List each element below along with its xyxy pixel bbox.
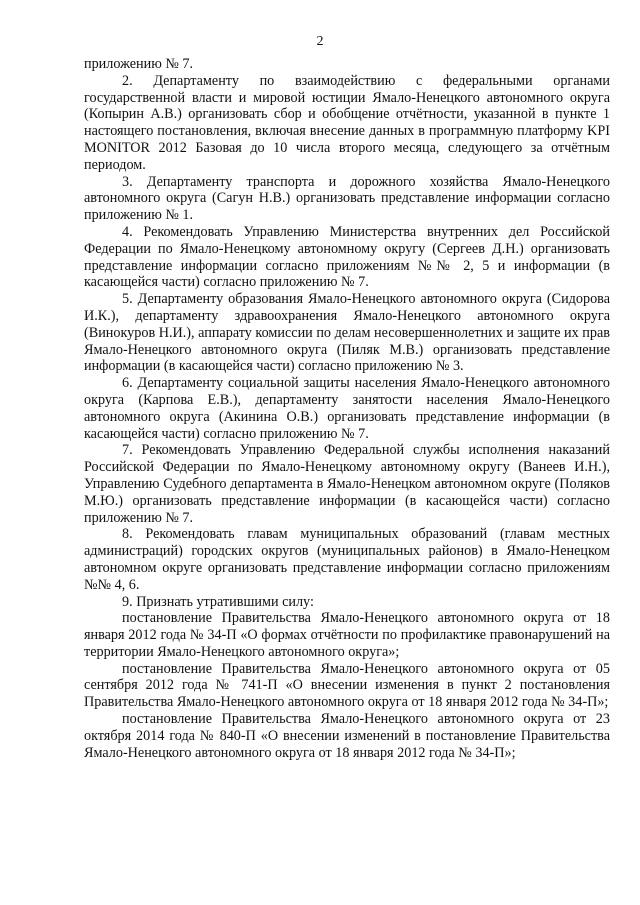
repealed-act-3: постановление Правительства Ямало-Ненецкого автономного округа от 23 октября 2014 года № 840-П «О внесении изменений в постановление Правительства Ямало-Ненецкого автономного округа от 18 января 2012 года № 34-П»; [84, 711, 610, 761]
paragraph-item-2: 2. Департаменту по взаимодействию с федеральными органами государственной власти и мировой юстиции Ямало-Ненецкого автономного округа (Копырин А.В.) организовать сбор и обобщение отчётности, указанной в пункте 1 настоящего постановления, включая внесение данных в программную платформу KPI MONITOR 2012 Базовая до 10 числа второго месяца, следующего за отчётным периодом. [84, 72, 610, 173]
paragraph-continuation: приложению № 7. [84, 56, 194, 72]
repealed-act-2: постановление Правительства Ямало-Ненецкого автономного округа от 05 сентября 2012 года № 741-П «О внесении изменения в пункт 2 постановления Правительства Ямало-Ненецкого автономного округа от 18 января 2012 года № 34-П»; [84, 660, 610, 711]
repealed-act-1: постановление Правительства Ямало-Ненецкого автономного округа от 18 января 2012 года № 34-П «О формах отчётности по профилактике правонарушений на территории Ямало-Ненецкого автономного округа»; [84, 610, 610, 660]
paragraph-item-9: 9. Признать утратившими силу: [122, 593, 314, 610]
paragraph-item-3: 3. Департаменту транспорта и дорожного хозяйства Ямало-Ненецкого автономного округа (Сагун Н.В.) организовать представление информации согласно приложению № 1. [84, 173, 610, 224]
paragraph-item-7: 7. Рекомендовать Управлению Федеральной службы исполнения наказаний Российской Федерации по Ямало-Ненецкому автономному округу (Ванеев И.Н.), Управлению Судебного департамента в Ямало-Ненецком автономном округе (Поляков М.Ю.) организовать представление информации (в касающейся части) согласно приложению № 7. [84, 442, 610, 526]
paragraph-item-8: 8. Рекомендовать главам муниципальных образований (главам местных администраций) городских округов (муниципальных районов) в Ямало-Ненецком автономном округе организовать представление информации согласно приложениям №№ 4, 6. [84, 526, 610, 593]
paragraph-item-5: 5. Департаменту образования Ямало-Ненецкого автономного округа (Сидорова И.К.), департаменту здравоохранения Ямало-Ненецкого автономного округа (Винокуров Н.И.), аппарату комиссии по делам несовершеннолетних и защите их прав Ямало-Ненецкого автономного округа (Пиляк М.В.) организовать представление информации (в касающейся части) согласно приложению № 3. [84, 291, 610, 375]
document-body [84, 56, 610, 761]
paragraph-item-6: 6. Департаменту социальной защиты населения Ямало-Ненецкого автономного округа (Карпова Е.В.), департаменту занятости населения Ямало-Ненецкого автономного округа (Акинина О.В.) организовать представление информации (в касающейся части) согласно приложению № 7. [84, 375, 610, 442]
paragraph-item-4: 4. Рекомендовать Управлению Министерства внутренних дел Российской Федерации по Ямало-Ненецкому автономному округу (Сергеев Д.Н.) организовать представление информации согласно приложениям №№ 2, 5 и информации (в касающейся части) согласно приложению № 7. [84, 223, 610, 291]
page-number: 2 [316, 34, 324, 49]
